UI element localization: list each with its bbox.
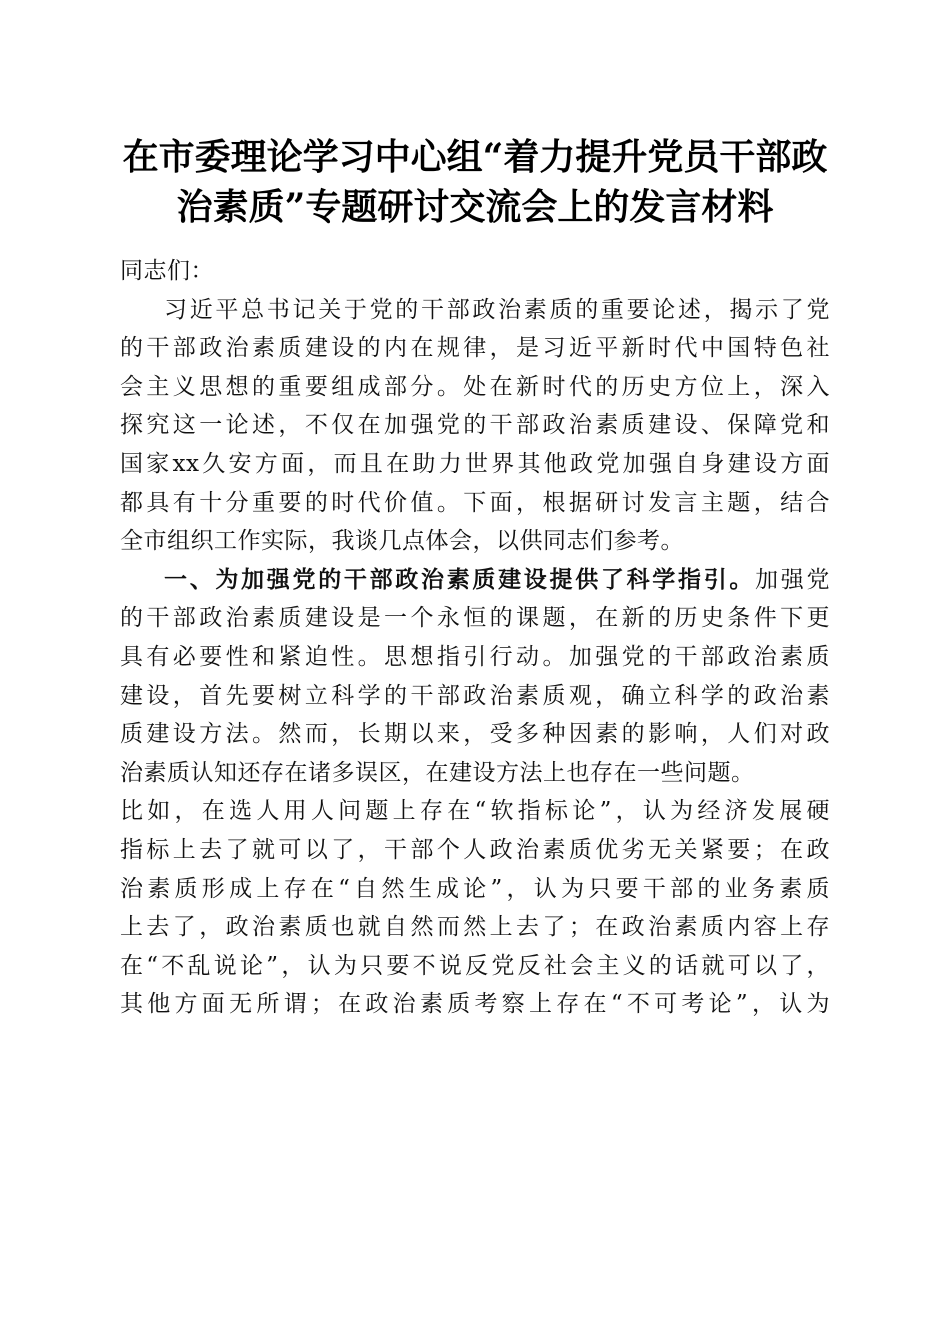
section-1-line-10: 上去了，政治素质也就自然而然上去了；在政治素质内容上存 — [120, 914, 830, 941]
section-1-line-11: 在“不乱说论”，认为只要不说反党反社会主义的话就可以了， — [120, 952, 830, 979]
section-1-line-2: 的干部政治素质建设是一个永恒的课题，在新的历史条件下更 — [120, 605, 830, 632]
paragraph-1-line-3: 会主义思想的重要组成部分。处在新时代的历史方位上，深入 — [120, 373, 830, 400]
paragraph-1-line-5: 国家xx久安方面，而且在助力世界其他政党加强自身建设方面 — [120, 450, 830, 477]
paragraph-1-line-4: 探究这一论述，不仅在加强党的干部政治素质建设、保障党和 — [120, 412, 830, 439]
salutation: 同志们： — [120, 258, 214, 284]
title-line-2: 治素质”专题研讨交流会上的发言材料 — [176, 186, 774, 228]
document-title — [110, 132, 840, 232]
section-1-line-6: 治素质认知还存在诸多误区，在建设方法上也存在一些问题。 — [120, 759, 755, 786]
section-1-line-3: 具有必要性和紧迫性。思想指引行动。加强党的干部政治素质 — [120, 643, 830, 670]
document-body — [120, 252, 830, 1024]
title-line-1: 在市委理论学习中心组“着力提升党员干部政 — [122, 136, 828, 178]
paragraph-1-line-6: 都具有十分重要的时代价值。下面，根据研讨发言主题，结合 — [120, 489, 830, 516]
section-1-line-5: 质建设方法。然而，长期以来，受多种因素的影响，人们对政 — [120, 721, 830, 748]
paragraph-1-line-2: 的干部政治素质建设的内在规律，是习近平新时代中国特色社 — [120, 335, 830, 362]
section-1-line-4: 建设，首先要树立科学的干部政治素质观，确立科学的政治素 — [120, 682, 830, 709]
section-1-line-7: 比如，在选人用人问题上存在“软指标论”，认为经济发展硬 — [120, 798, 830, 825]
section-1-line-8: 指标上去了就可以了，干部个人政治素质优劣无关紧要；在政 — [120, 836, 830, 863]
paragraph-1-line-1: 习近平总书记关于党的干部政治素质的重要论述，揭示了党 — [164, 296, 830, 323]
section-1-first-line — [120, 561, 830, 600]
paragraph-1-line-7: 全市组织工作实际，我谈几点体会，以供同志们参考。 — [120, 528, 684, 555]
section-1-line-12: 其他方面无所谓；在政治素质考察上存在“不可考论”，认为 — [120, 991, 830, 1018]
section-1-heading: 一、为加强党的干部政治素质建设提供了科学指引。 — [164, 566, 756, 593]
section-1-lead: 加强党 — [755, 566, 831, 593]
section-1-line-9: 治素质形成上存在“自然生成论”，认为只要干部的业务素质 — [120, 875, 830, 902]
